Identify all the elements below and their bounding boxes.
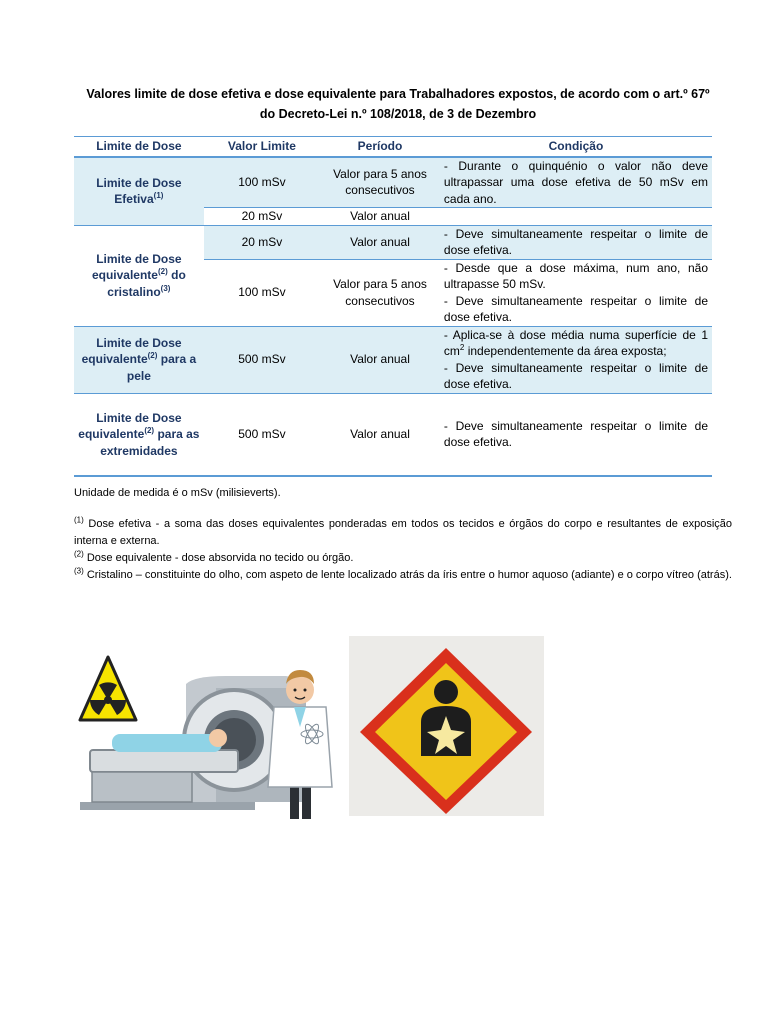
table-row xyxy=(74,326,712,393)
periodo-cell: Valor anual xyxy=(320,393,440,476)
footnote-3: $^{(3)}$ Cristalino – constituinte do olho, com aspeto de lente localizado atrás da íris entre o humor aquoso (adiante) e o corpo vítreo (atrás). xyxy=(74,566,732,581)
footnotes xyxy=(74,516,732,584)
header-condicao: Condição xyxy=(440,137,712,157)
header-valor: Valor Limite xyxy=(204,137,320,157)
radiation-exposure-sign-icon xyxy=(349,636,544,816)
table-row xyxy=(74,393,712,476)
footnote-2: $^{(2)}$ Dose equivalente - dose absorvida no tecido ou órgão. xyxy=(74,549,354,564)
valor-cell: 20 mSv xyxy=(204,208,320,226)
dose-limits-table xyxy=(74,136,712,477)
document-title: Valores limite de dose efetiva e dose equivalente para Trabalhadores expostos, de acordo com o art.º 67º do Decreto-Lei n.º 108/2018, de 3 de Dezembro xyxy=(86,87,710,121)
condicao-cell: - Desde que a dose máxima, num ano, não ultrapasse 50 mSv. - Deve simultaneamente respeitar o limite de dose efetiva. xyxy=(440,259,712,326)
header-periodo: Período xyxy=(320,137,440,157)
radiation-warning-icon xyxy=(80,657,136,720)
limite-dose-efetiva: Limite de Dose Efetiva$^{(1)}$ xyxy=(74,157,204,226)
periodo-cell: Valor para 5 anos consecutivos xyxy=(320,157,440,208)
table-row xyxy=(74,157,712,208)
condicao-cell xyxy=(440,208,712,226)
header-limite: Limite de Dose xyxy=(74,137,204,157)
condicao-cell: - Aplica-se à dose média numa superfície de 1 $cm^2$ independentemente da área exposta; - Deve simultaneamente respeitar o limite de dose efetiva. xyxy=(440,326,712,393)
table-row xyxy=(74,225,712,259)
periodo-cell: Valor anual xyxy=(320,326,440,393)
limite-dose-extremidades: Limite de Dose equivalente$^{(2)}$ para as extremidades xyxy=(74,393,204,476)
ct-scan-illustration xyxy=(76,652,344,822)
periodo-cell: Valor anual xyxy=(320,208,440,226)
periodo-cell: Valor anual xyxy=(320,225,440,259)
footnote-1: $^{(1)}$ Dose efetiva - a soma das doses equivalentes ponderadas em todos os tecidos e órgãos do corpo e resultantes de exposição interna e externa. xyxy=(74,515,732,547)
unit-note: Unidade de medida é o mSv (milisieverts). xyxy=(74,487,281,499)
valor-cell: 20 mSv xyxy=(204,225,320,259)
valor-cell: 100 mSv xyxy=(204,259,320,326)
periodo-cell: Valor para 5 anos consecutivos xyxy=(320,259,440,326)
limite-dose-cristalino: Limite de Dose equivalente$^{(2)}$ do cristalino$^{(3)}$ xyxy=(74,225,204,326)
valor-cell: 500 mSv xyxy=(204,393,320,476)
condicao-cell: - Deve simultaneamente respeitar o limite de dose efetiva. xyxy=(440,225,712,259)
valor-cell: 100 mSv xyxy=(204,157,320,208)
limite-dose-pele: Limite de Dose equivalente$^{(2)}$ para a pele xyxy=(74,326,204,393)
condicao-cell: - Deve simultaneamente respeitar o limite de dose efetiva. xyxy=(440,393,712,476)
table-header-row xyxy=(74,137,712,157)
condicao-cell: - Durante o quinquénio o valor não deve ultrapassar uma dose efetiva de 50 mSv em cada ano. xyxy=(440,157,712,208)
valor-cell: 500 mSv xyxy=(204,326,320,393)
